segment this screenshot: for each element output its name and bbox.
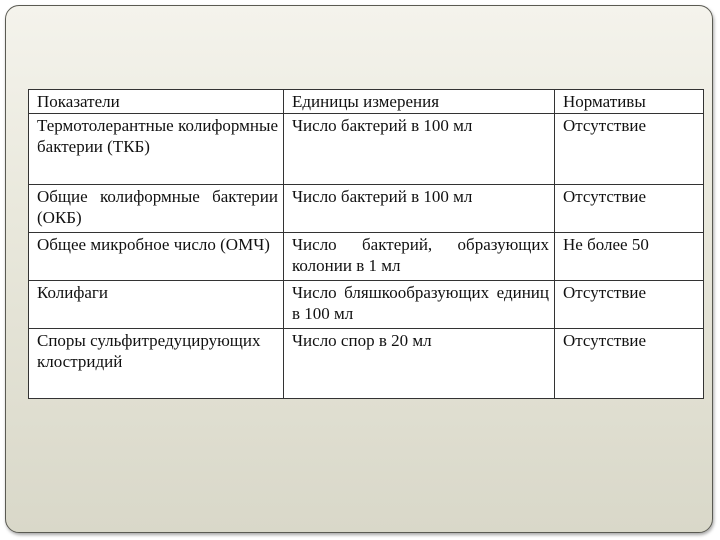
header-norms: Нормативы [555, 90, 704, 114]
header-units: Единицы измерения [284, 90, 555, 114]
table-row [29, 184, 704, 232]
standards-table [28, 89, 704, 399]
cell-indicator: Общее микробное число (ОМЧ) [29, 232, 284, 280]
cell-units: Число бактерий в 100 мл [284, 114, 555, 184]
cell-indicator: Колифаги [29, 280, 284, 328]
cell-norm: Отсутствие [555, 328, 704, 398]
cell-norm: Не более 50 [555, 232, 704, 280]
cell-units: Число бактерий в 100 мл [284, 184, 555, 232]
table-row [29, 114, 704, 184]
cell-units: Число бляшкообразующих единиц в 100 мл [284, 280, 555, 328]
header-indicator: Показатели [29, 90, 284, 114]
table-row [29, 328, 704, 398]
table-header-row [29, 90, 704, 114]
cell-indicator: Термотолерантные колиформные бактерии (ТКБ) [29, 114, 284, 184]
table-row [29, 232, 704, 280]
slide-background [5, 5, 713, 533]
cell-norm: Отсутствие [555, 184, 704, 232]
cell-norm: Отсутствие [555, 114, 704, 184]
cell-norm: Отсутствие [555, 280, 704, 328]
cell-indicator: Споры сульфитредуцирующих клостридий [29, 328, 284, 398]
cell-units: Число бактерий, образующих колонии в 1 мл [284, 232, 555, 280]
cell-units: Число спор в 20 мл [284, 328, 555, 398]
table-row [29, 280, 704, 328]
cell-indicator: Общие колиформные бактерии (ОКБ) [29, 184, 284, 232]
standards-table-container [28, 89, 703, 399]
